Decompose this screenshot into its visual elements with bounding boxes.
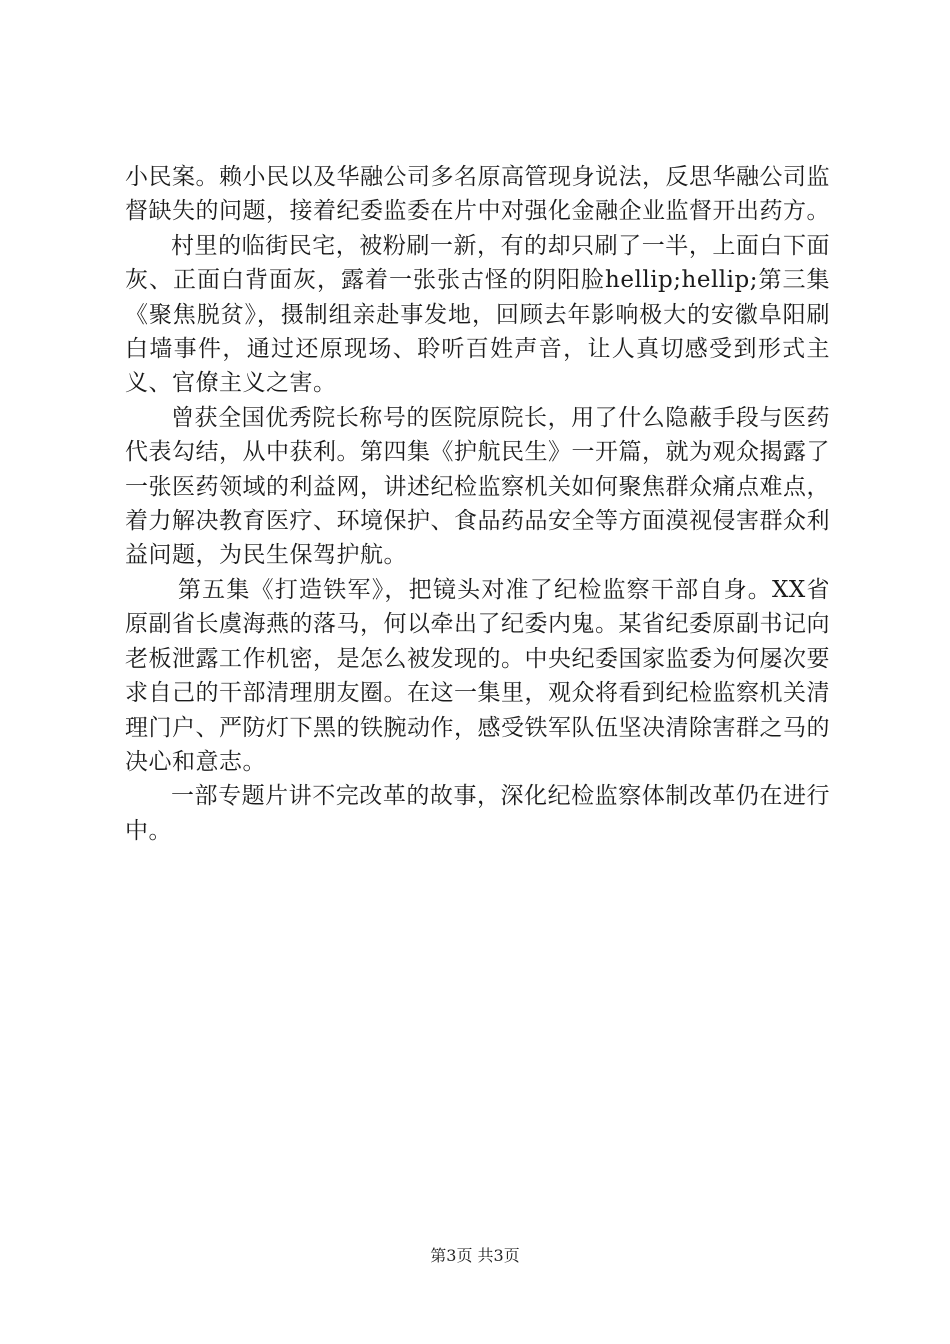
paragraph-1: 小民案。赖小民以及华融公司多名原高管现身说法，反思华融公司监督缺失的问题，接着纪委监委在片中对强化金融企业监督开出药方。 [125, 164, 830, 225]
paragraph-2: 村里的临街民宅，被粉刷一新，有的却只刷了一半，上面白下面灰、正面白背面灰，露着一张张古怪的阴阳脸hellip;hellip;第三集《聚焦脱贫》，摄制组亲赴事发地，回顾去年影响极大的安徽阜阳刷白墙事件，通过还原现场、聆听百姓声音，让人真切感受到形式主义、官僚主义之害。 [125, 232, 830, 397]
paragraph-3: 曾获全国优秀院长称号的医院原院长，用了什么隐蔽手段与医药代表勾结，从中获利。第四集《护航民生》一开篇，就为观众揭露了一张医药领域的利益网，讲述纪检监察机关如何聚焦群众痛点难点，着力解决教育医疗、环境保护、食品药品安全等方面漠视侵害群众利益问题，为民生保驾护航。 [125, 404, 830, 569]
page-footer: 第3页 共3页 [430, 1246, 520, 1265]
document-body [125, 160, 830, 848]
paragraph-5: 一部专题片讲不完改革的故事，深化纪检监察体制改革仍在进行中。 [125, 783, 830, 844]
paragraph-4: 第五集《打造铁军》，把镜头对准了纪检监察干部自身。XX省原副省长虞海燕的落马，何以牵出了纪委内鬼。某省纪委原副书记向老板泄露工作机密，是怎么被发现的。中央纪委国家监委为何屡次要求自己的干部清理朋友圈。在这一集里，观众将看到纪检监察机关清理门户、严防灯下黑的铁腕动作，感受铁军队伍坚决清除害群之马的决心和意志。 [125, 576, 830, 775]
